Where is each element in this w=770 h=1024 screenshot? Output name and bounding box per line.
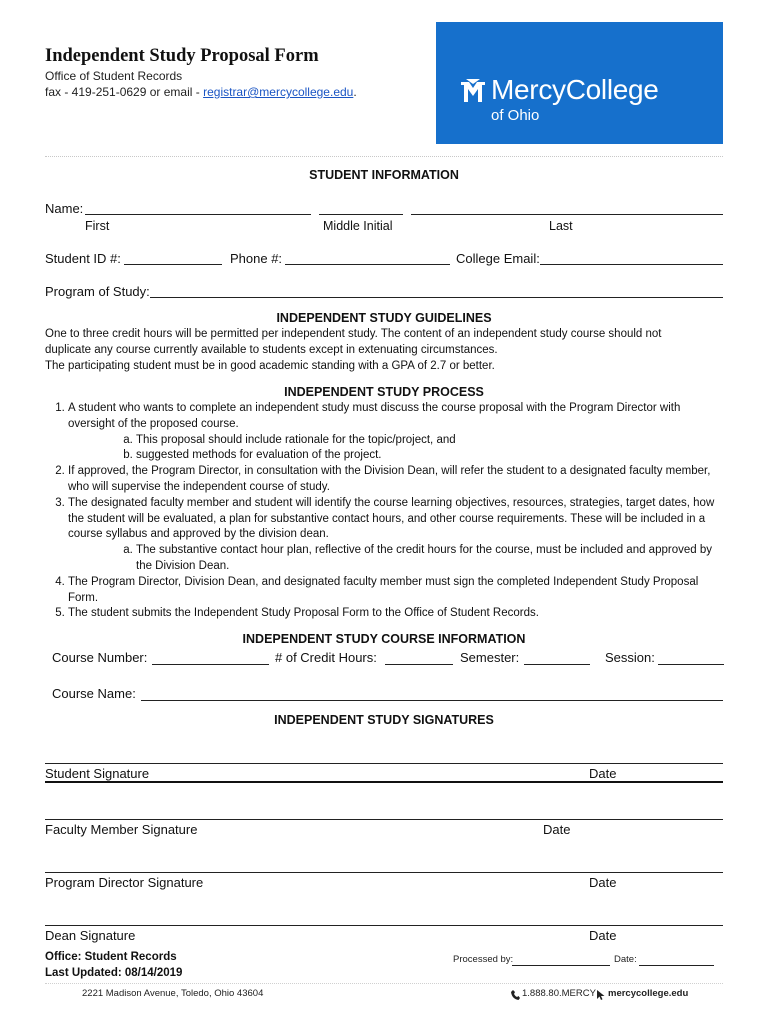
first-name-field[interactable] — [85, 214, 311, 215]
faculty-signature-date-label: Date — [543, 822, 571, 837]
program-label: Program of Study: — [45, 284, 150, 299]
process-step-3 — [68, 496, 728, 575]
contact-suffix: . — [353, 85, 357, 99]
course-info-heading: INDEPENDENT STUDY COURSE INFORMATION — [242, 632, 526, 646]
processed-by-label: Processed by: — [453, 954, 514, 965]
footer-office: Office: Student Records — [45, 951, 177, 963]
student-id-label: Student ID #: — [45, 251, 121, 266]
dean-signature-date-label: Date — [589, 928, 617, 943]
course-number-field[interactable] — [152, 664, 269, 665]
guidelines-line-1: One to three credit hours will be permitted per independent study. The content of an independent study course should not — [45, 328, 662, 340]
student-info-heading: STUDENT INFORMATION — [309, 168, 459, 182]
director-signature-date-label: Date — [589, 875, 617, 890]
header-divider — [45, 156, 723, 157]
dean-signature-field[interactable] — [45, 925, 723, 926]
footer-phone: 1.888.80.MERCY — [522, 988, 596, 999]
student-signature-field[interactable] — [45, 763, 723, 764]
faculty-signature-field[interactable] — [45, 819, 723, 820]
guidelines-text — [45, 327, 735, 374]
director-signature-field[interactable] — [45, 872, 723, 873]
footer-last-updated: Last Updated: 08/14/2019 — [45, 967, 183, 979]
program-field[interactable] — [150, 297, 723, 298]
last-name-field[interactable] — [411, 214, 723, 215]
student-signature-date-label: Date — [589, 766, 617, 781]
process-step-3-text: The designated faculty member and student will identify the course learning objectives, resources, strategies, target dates, how the student will be evaluated, a plan for substantive contact hours, and other course requirements. These will be included in a course syllabus and approved by the division dean. — [68, 496, 715, 541]
logo-name: MercyCollege — [491, 74, 659, 105]
guidelines-line-2: duplicate any course currently available to students except in extenuating circumstances. — [45, 343, 498, 356]
footer-divider — [45, 983, 723, 984]
process-step-2: 2. If approved, the Program Director, in consultation with the Division Dean, will refer the student to a designated faculty member, who will supervise the independent course of study. — [68, 464, 728, 496]
process-step-1a: a. This proposal should include rationale for the topic/project, and — [136, 433, 728, 449]
guidelines-heading: INDEPENDENT STUDY GUIDELINES — [276, 311, 492, 325]
logo-subtitle: of Ohio — [491, 107, 540, 124]
dean-signature-label: Dean Signature — [45, 928, 136, 943]
middle-initial-caption: Middle Initial — [323, 219, 393, 233]
process-step-1b: b. suggested methods for evaluation of the project. — [136, 448, 728, 464]
mercy-college-logo-mark-icon — [460, 78, 486, 104]
credit-hours-label: # of Credit Hours: — [275, 650, 377, 665]
course-number-label: Course Number: — [52, 650, 148, 665]
cursor-arrow-icon — [597, 990, 605, 1000]
process-heading: INDEPENDENT STUDY PROCESS — [284, 385, 484, 399]
footer-website-link[interactable]: mercycollege.edu — [608, 988, 689, 999]
credit-hours-field[interactable] — [385, 664, 453, 665]
middle-initial-field[interactable] — [319, 214, 403, 215]
registrar-email-link[interactable]: registrar@mercycollege.edu — [203, 85, 354, 99]
director-signature-label: Program Director Signature — [45, 875, 204, 890]
phone-label: Phone #: — [230, 251, 283, 266]
student-id-field[interactable] — [124, 264, 222, 265]
processed-date-field[interactable] — [639, 965, 714, 966]
session-label: Session: — [605, 650, 655, 665]
guidelines-line-3: The participating student must be in good academic standing with a GPA of 2.7 or better. — [45, 359, 495, 372]
first-caption: First — [85, 219, 110, 233]
process-step-1-text: A student who wants to complete an independent study must discuss the course proposal with the Program Director with oversight of the proposed course. — [68, 402, 681, 430]
process-step-4: 4. The Program Director, Division Dean, and designated faculty member must sign the completed Independent Study Proposal Form. — [68, 575, 728, 607]
process-step-5: 5. The student submits the Independent Study Proposal Form to the Office of Student Records. — [68, 606, 728, 622]
session-field[interactable] — [658, 664, 724, 665]
faculty-signature-label: Faculty Member Signature — [45, 822, 198, 837]
name-label: Name: — [45, 201, 84, 216]
process-step-1 — [68, 401, 728, 464]
college-email-field[interactable] — [540, 264, 723, 265]
phone-field[interactable] — [285, 264, 450, 265]
contact-prefix: fax - 419-251-0629 or email - — [45, 85, 204, 99]
last-caption: Last — [549, 219, 573, 233]
semester-field[interactable] — [524, 664, 590, 665]
semester-label: Semester: — [460, 650, 520, 665]
processed-date-label: Date: — [614, 954, 637, 965]
footer-address: 2221 Madison Avenue, Toledo, Ohio 43604 — [82, 988, 264, 999]
signatures-heading: INDEPENDENT STUDY SIGNATURES — [274, 713, 494, 727]
form-title: Independent Study Proposal Form — [45, 46, 319, 66]
college-email-label: College Email: — [456, 251, 540, 266]
course-name-label: Course Name: — [52, 686, 136, 701]
process-list — [45, 401, 728, 622]
mercy-college-logo — [436, 22, 723, 144]
process-step-3a: a. The substantive contact hour plan, reflective of the credit hours for the course, must be included and approved by the Division Dean. — [136, 543, 728, 575]
student-signature-divider — [45, 781, 723, 783]
phone-icon — [511, 990, 520, 1000]
contact-line — [45, 85, 357, 99]
course-name-field[interactable] — [141, 700, 723, 701]
processed-by-field[interactable] — [512, 965, 610, 966]
office-name: Office of Student Records — [45, 69, 183, 83]
student-signature-label: Student Signature — [45, 766, 150, 781]
